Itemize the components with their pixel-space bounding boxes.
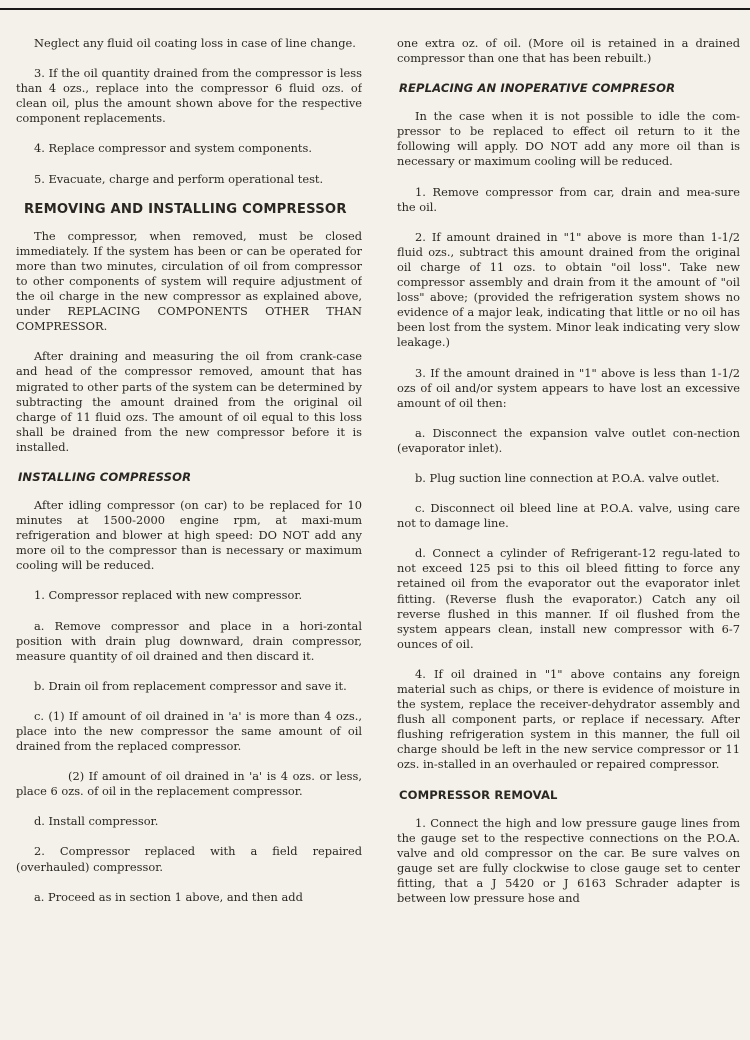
heading-replacing-inoperative: REPLACING AN INOPERATIVE COMPRESOR <box>399 81 676 96</box>
left-column <box>16 36 362 1036</box>
paragraph-item-1d: d. Install compressor. <box>34 814 159 829</box>
paragraph-r-item-3c: c. Disconnect oil bleed line at P.O.A. valve, using care not to damage line. <box>397 501 740 531</box>
paragraph-item-1c-1: c. (1) If amount of oil drained in 'a' is more than 4 ozs., place into the new compressor the same amount of oil drained from the replaced compressor. <box>16 708 362 754</box>
paragraph-r-item-3: 3. If the amount drained in "1" above is less than 1-1/2 ozs of oil and/or system appears to have lost an excessive amount of oil then: <box>397 365 740 410</box>
paragraph-after-idling: After idling compressor (on car) to be replaced for 10 minutes at 1500-2000 engine rpm, at maxi-mum refrigeration and blower at high speed: DO NOT add any more oil to the compressor than is necessary or maximum cooling will be reduced. <box>16 497 362 573</box>
top-rule <box>0 8 750 10</box>
paragraph-step-3: 3. If the oil quantity drained from the compressor is less than 4 ozs., replace into the compressor 6 fluid ozs. of clean oil, plus the amount shown above for the respective component replacements. <box>16 66 362 126</box>
paragraph-r-item-3a: a. Disconnect the expansion valve outlet con-nection (evaporator inlet). <box>397 425 740 455</box>
paragraph-r-item-3d: d. Connect a cylinder of Refrigerant-12 regu-lated to not exceed 125 psi to this oil bleed fitting to force any retained oil from the evaporator out the evaporator inlet fitting. (Reverse flush the evaporator.) Catch any oil reverse flushed in this manner. If oil flushed from the system appears clean, install new compressor with 6-7 ounces of oil. <box>397 546 740 651</box>
paragraph-step-5: 5. Evacuate, charge and perform operational test. <box>34 171 324 186</box>
paragraph-item-2: 2. Compressor replaced with a field repaired (overhauled) compressor. <box>16 844 362 874</box>
paragraph-compressor-closed: The compressor, when removed, must be closed immediately. If the system has been or can be operated for more than two minutes, circulation of oil from compressor to other components of system will require adjustment of the oil charge in the new compressor as explained above, under REPLACING COMPONENTS OTHER THAN COMPRESSOR. <box>16 228 362 334</box>
paragraph-item-1b: b. Drain oil from replacement compressor and save it. <box>34 678 347 693</box>
paragraph-r-item-2: 2. If amount drained in "1" above is more than 1-1/2 fluid ozs., subtract this amount drained from the original oil charge of 11 ozs. to obtain "oil loss". Take new compressor assembly and drain from it the amount of "oil loss" above; (provided the refrigeration system shows no evidence of a major leak, indicating that little or no oil has been lost from the system. Minor leak indicating very slow leakage.) <box>397 229 740 350</box>
paragraph-item-2a: a. Proceed as in section 1 above, and then add <box>34 889 303 904</box>
paragraph-item-1: 1. Compressor replaced with new compressor. <box>34 588 303 603</box>
paragraph-step-4: 4. Replace compressor and system components. <box>34 141 312 156</box>
paragraph-item-1c-2: (2) If amount of oil drained in 'a' is 4 ozs. or less, place 6 ozs. of oil in the replacement compressor. <box>16 769 362 799</box>
right-column <box>397 36 740 1036</box>
heading-installing-compressor: INSTALLING COMPRESSOR <box>18 469 192 484</box>
paragraph-fluid-oil-loss: Neglect any fluid oil coating loss in case of line change. <box>34 36 356 50</box>
paragraph-r-item-4: 4. If oil drained in "1" above contains any foreign material such as chips, or there is evidence of moisture in the system, replace the receiver-dehydrator assembly and flush all component parts, or replace if necessary. After flushing refrigeration system in this manner, the full oil charge should be left in the new service compressor or 11 ozs. in-stalled in an overhauled or repaired compressor. <box>397 666 740 772</box>
paragraph-r-item-3b: b. Plug suction line connection at P.O.A. valve outlet. <box>415 470 720 485</box>
paragraph-item-1a: a. Remove compressor and place in a hori-zontal position with drain plug downward, drain compressor, measure quantity of oil drained and then discard it. <box>16 618 362 663</box>
paragraph-after-draining: After draining and measuring the oil from crank-case and head of the compressor removed, amount that has migrated to other parts of the system can be determined by subtracting the amount drained from the original oil charge of 11 fluid ozs. The amount of oil equal to this loss shall be drained from the new compressor before it is installed. <box>16 349 362 454</box>
paragraph-r-item-1: 1. Remove compressor from car, drain and mea-sure the oil. <box>397 184 740 214</box>
heading-removing-installing: REMOVING AND INSTALLING COMPRESSOR <box>24 201 347 217</box>
paragraph-removal-item-1: 1. Connect the high and low pressure gauge lines from the gauge set to the respective connections on the P.O.A. valve and old compressor on the car. Be sure valves on gauge set are fully clockwise to close gauge set to center fitting, that a J 5420 or J 6163 Schrader adapter is between low pressure hose and <box>397 815 740 906</box>
paragraph-extra-oz: one extra oz. of oil. (More oil is retained in a drained compressor than one that has been rebuilt.) <box>397 36 740 66</box>
paragraph-not-possible-idle: In the case when it is not possible to idle the com-pressor to be replaced to effect oil return to it the following will apply. DO NOT add any more oil than is necessary or maximum cooling will be reduced. <box>397 109 740 169</box>
heading-compressor-removal: COMPRESSOR REMOVAL <box>399 787 558 802</box>
